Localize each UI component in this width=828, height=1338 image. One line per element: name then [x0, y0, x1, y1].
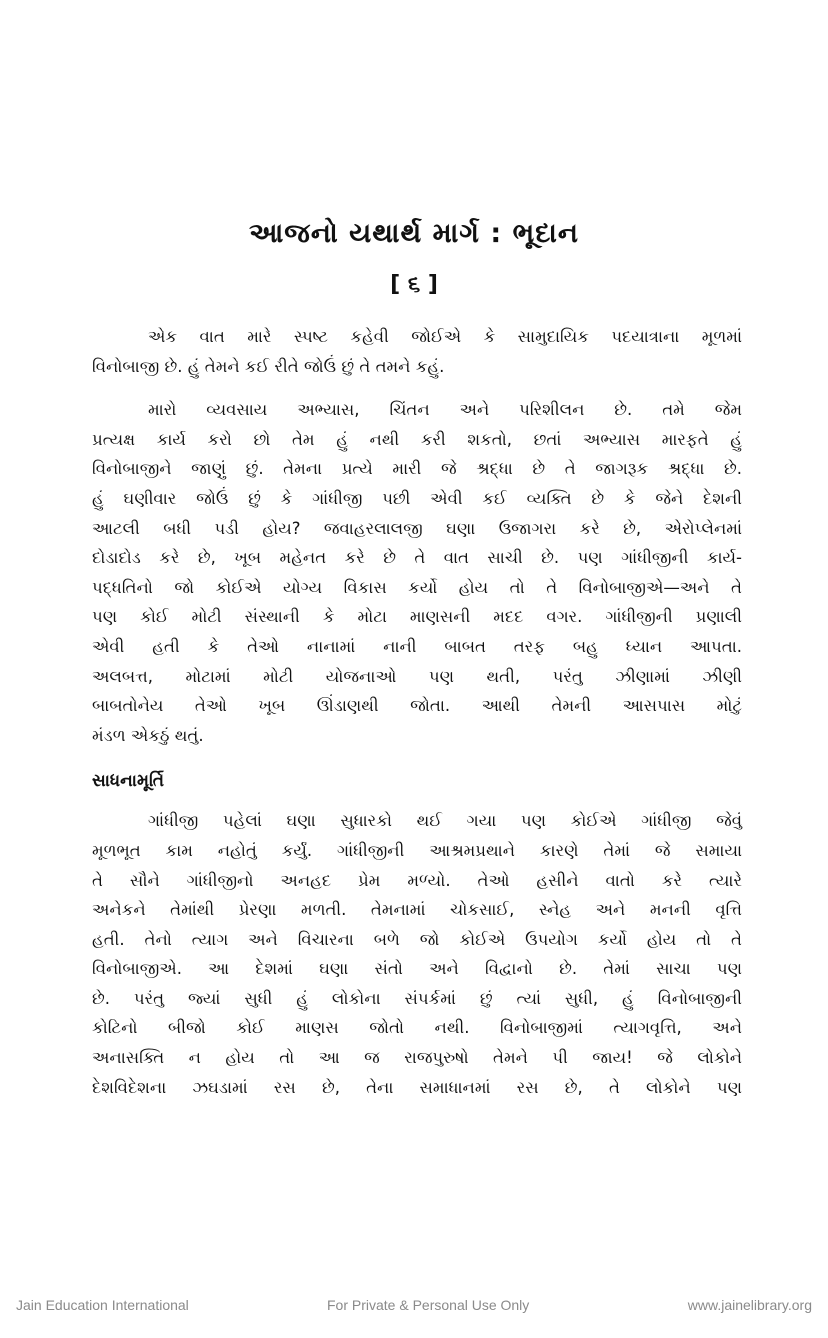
- text-line: અનાસક્તિ ન હોય તો આ જ રાજપુરુષો તેમને પી જાય! જે લોકોને: [92, 1048, 742, 1068]
- footer-publisher: Jain Education International: [16, 1297, 189, 1313]
- text-line: દોડાદોડ કરે છે, ખૂબ મહેનત કરે છે તે વાત સાચી છે. પણ ગાંધીજીની કાર્ય-: [92, 548, 742, 568]
- text-line: મંડળ એકઠું થતું.: [92, 725, 204, 745]
- text-line: આટલી બધી પડી હોય? જવાહરલાલજી ઘણા ઉજાગરા કરે છે, એરોપ્લેનમાં: [92, 518, 742, 538]
- text-line: હું ઘણીવાર જોઉં છું કે ગાંધીજી પછી એવી કઈ વ્યક્તિ છે કે જેને દેશની: [92, 488, 742, 508]
- text-line: ગાંધીજી પહેલાં ઘણા સુધારકો થઈ ગયા પણ કોઈએ ગાંધીજી જેવું: [148, 811, 742, 831]
- chapter-title: આજનો યથાર્થ માર્ગ : ભૂદાન: [248, 218, 580, 249]
- text-line: દેશવિદેશના ઝઘડામાં રસ છે, તેના સમાધાનમાં રસ છે, તે લોકોને પણ: [92, 1077, 742, 1097]
- footer-usage-notice: For Private & Personal Use Only: [327, 1297, 530, 1313]
- body-text: [92, 322, 742, 1102]
- text-line: કોટિનો બીજો કોઈ માણસ જોતો નથી. વિનોબાજીમાં ત્યાગવૃત્તિ, અને: [92, 1018, 742, 1038]
- text-line: વિનોબાજી છે. હું તેમને કઈ રીતે જોઉં છું તે તમને કહું.: [92, 356, 445, 376]
- text-line: છે. પરંતુ જ્યાં સુધી હું લોકોના સંપર્કમાં છું ત્યાં સુધી, હું વિનોબાજીની: [92, 988, 742, 1008]
- text-line: પ્રત્યક્ષ કાર્ય કરો છો તેમ હું નથી કરી શકતો, છતાં અભ્યાસ મારફતે હું: [92, 429, 742, 449]
- text-line: વિનોબાજીને જાણું છું. તેમના પ્રત્યે મારી જે શ્રદ્ધા છે તે જાગરૂક શ્રદ્ધા છે.: [92, 459, 742, 479]
- text-line: એક વાત મારે સ્પષ્ટ કહેવી જોઈએ કે સામુદાયિક પદયાત્રાના મૂળમાં: [148, 327, 742, 346]
- text-line: અનેકને તેમાંથી પ્રેરણા મળતી. તેમનામાં ચોકસાઈ, સ્નેહ અને મનની વૃત્તિ: [92, 900, 742, 920]
- text-line: બાબતોનેય તેઓ ખૂબ ઊંડાણથી જોતા. આથી તેમની આસપાસ મોટું: [92, 696, 742, 716]
- section-paragraph: [92, 806, 742, 1102]
- text-line: તે સૌને ગાંધીજીનો અનહદ પ્રેમ મળ્યો. તેઓ હસીને વાતો કરે ત્યારે: [92, 870, 742, 890]
- text-line: વિનોબાજીએ. આ દેશમાં ઘણા સંતો અને વિદ્વાનો છે. તેમાં સાચા પણ: [92, 959, 742, 979]
- text-line: મારો વ્યવસાય અભ્યાસ, ચિંતન અને પરિશીલન છે. તમે જેમ: [148, 400, 742, 420]
- text-line: મૂળભૂત કામ નહોતું કર્યું. ગાંધીજીની આશ્રમપ્રથાને કારણે તેમાં જે સમાયા: [92, 840, 742, 860]
- paragraph-2: [92, 395, 742, 750]
- text-line: એવી હતી કે તેઓ નાનામાં નાની બાબત તરફ બહુ ધ્યાન આપતા.: [92, 636, 742, 656]
- text-line: પણ કોઈ મોટી સંસ્થાની કે મોટા માણસની મદદ વગર. ગાંધીજીની પ્રણાલી: [92, 607, 742, 627]
- footer-website-link[interactable]: www.jainelibrary.org: [687, 1297, 812, 1313]
- section-heading: સાધનામૂર્તિ: [92, 771, 165, 792]
- chapter-number: [ ૬ ]: [390, 272, 438, 297]
- text-line: અલબત્ત, મોટામાં મોટી યોજનાઓ પણ થતી, પરંતુ ઝીણામાં ઝીણી: [92, 666, 742, 686]
- paragraph-1: [92, 322, 742, 381]
- text-line: પદ્ધતિનો જો કોઈએ યોગ્ય વિકાસ કર્યો હોય તો તે વિનોબાજીએ—અને તે: [92, 577, 742, 597]
- text-line: હતી. તેનો ત્યાગ અને વિચારના બળે જો કોઈએ ઉપયોગ કર્યો હોય તો તે: [92, 929, 742, 949]
- page-footer: [0, 1297, 828, 1317]
